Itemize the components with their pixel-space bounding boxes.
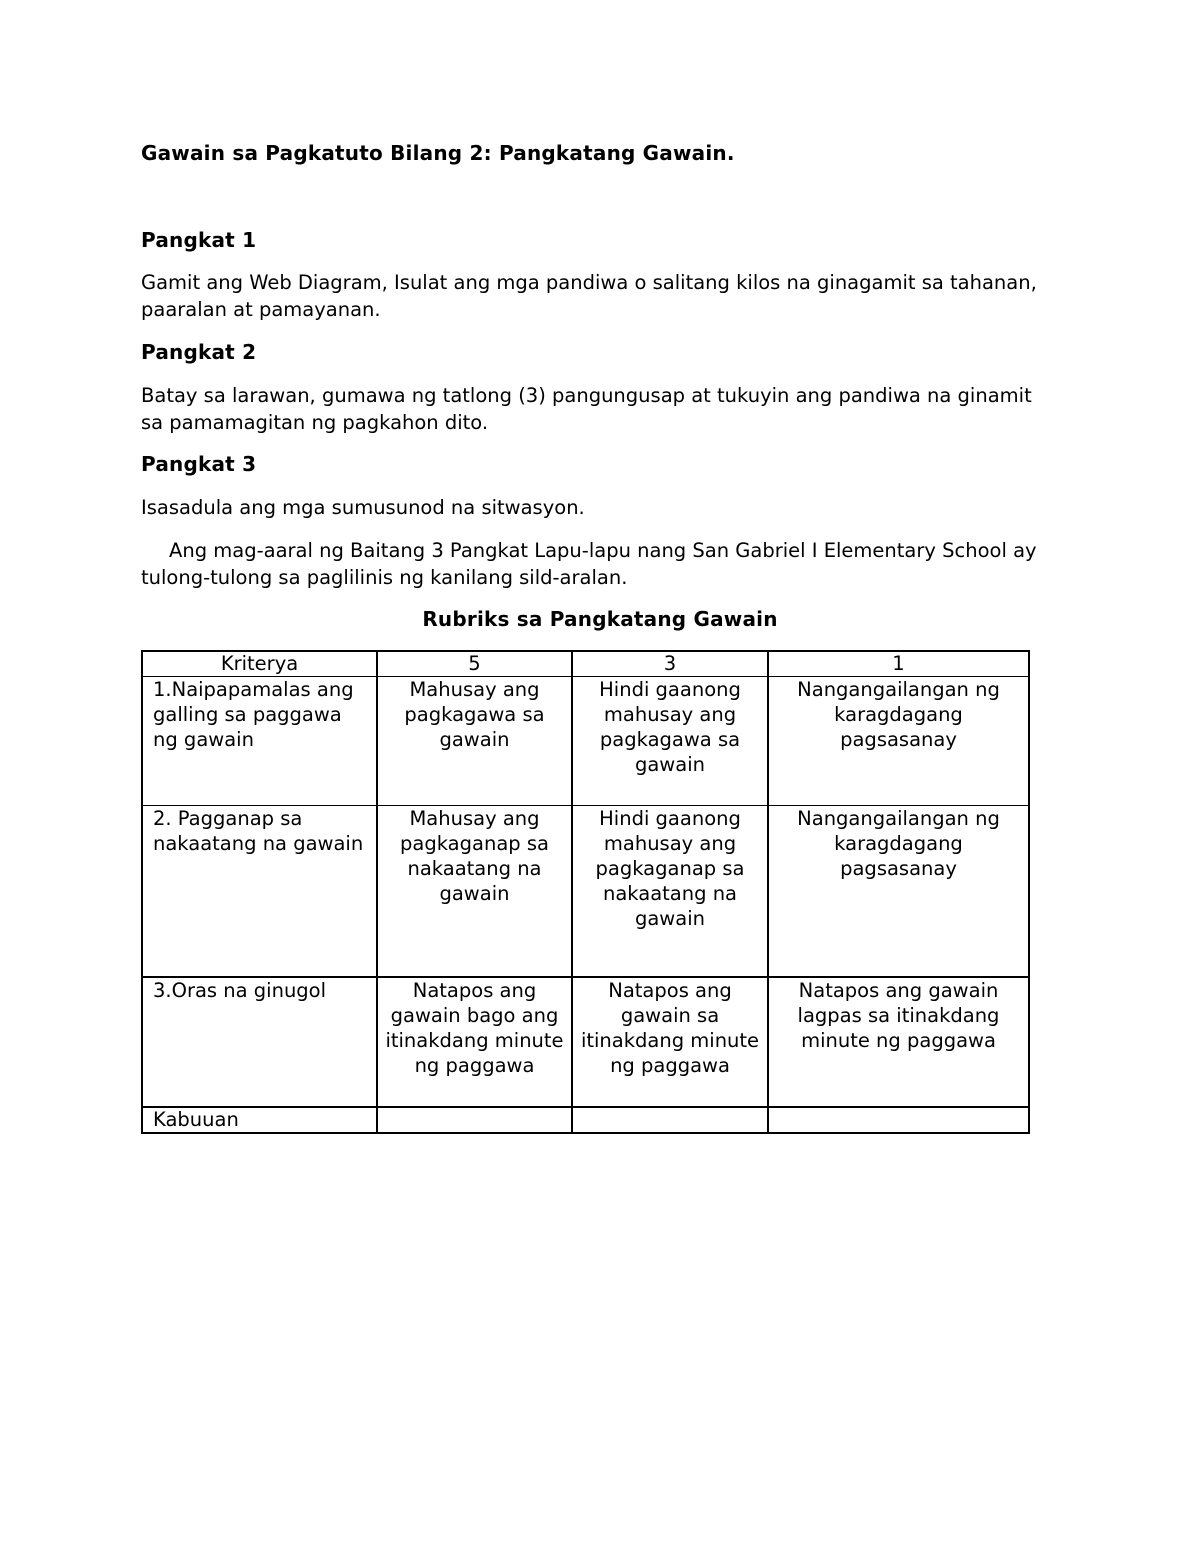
score-3-cell: Hindi gaanong mahusay ang pagkaganap sa nakaatang na gawain — [572, 806, 768, 978]
rubric-header-row — [142, 651, 1029, 677]
header-score-1: 1 — [768, 651, 1029, 677]
score-5-cell: Mahusay ang pagkagawa sa gawain — [377, 677, 572, 806]
rubric-row — [142, 977, 1029, 1107]
rubric-total-row — [142, 1107, 1029, 1133]
score-1-cell: Nangangailangan ng karagdagang pagsasanay — [768, 806, 1029, 978]
score-1-cell: Nangangailangan ng karagdagang pagsasanay — [768, 677, 1029, 806]
criterion-cell: 1.Naipapamalas ang galling sa paggawa ng gawain — [142, 677, 377, 806]
total-score-1-cell — [768, 1107, 1029, 1133]
group-2-heading: Pangkat 2 — [141, 340, 257, 364]
criterion-cell: 2. Pagganap sa nakaatang na gawain — [142, 806, 377, 978]
group-3-heading: Pangkat 3 — [141, 452, 257, 476]
group-3-instructions: Isasadula ang mga sumusunod na sitwasyon. — [141, 496, 585, 519]
score-5-cell: Natapos ang gawain bago ang itinakdang minute ng paggawa — [377, 977, 572, 1107]
rubric-row — [142, 677, 1029, 806]
rubric-table — [141, 650, 1030, 1134]
score-5-cell: Mahusay ang pagkaganap sa nakaatang na gawain — [377, 806, 572, 978]
score-1-cell: Natapos ang gawain lagpas sa itinakdang minute ng paggawa — [768, 977, 1029, 1107]
header-criteria: Kriterya — [142, 651, 377, 677]
header-score-5: 5 — [377, 651, 572, 677]
header-score-3: 3 — [572, 651, 768, 677]
rubric-title: Rubriks sa Pangkatang Gawain — [422, 607, 778, 631]
criterion-cell: 3.Oras na ginugol — [142, 977, 377, 1107]
document-title: Gawain sa Pagkatuto Bilang 2: Pangkatang Gawain. — [141, 141, 735, 165]
total-label: Kabuuan — [142, 1107, 377, 1133]
rubric-row — [142, 806, 1029, 978]
total-score-3-cell — [572, 1107, 768, 1133]
score-3-cell: Natapos ang gawain sa itinakdang minute ng paggawa — [572, 977, 768, 1107]
total-score-5-cell — [377, 1107, 572, 1133]
group-1-instructions: Gamit ang Web Diagram, Isulat ang mga pandiwa o salitang kilos na ginagamit sa tahanan, paaralan at pamayanan. — [141, 271, 1037, 321]
group-2-instructions: Batay sa larawan, gumawa ng tatlong (3) pangungusap at tukuyin ang pandiwa na ginamit sa pamamagitan ng pagkahon dito. — [141, 384, 1032, 434]
group-3-situation: Ang mag-aaral ng Baitang 3 Pangkat Lapu-lapu nang San Gabriel I Elementary School ay tulong-tulong sa paglilinis ng kanilang sild-aralan. — [141, 539, 1037, 589]
score-3-cell: Hindi gaanong mahusay ang pagkagawa sa gawain — [572, 677, 768, 806]
group-1-heading: Pangkat 1 — [141, 228, 257, 252]
